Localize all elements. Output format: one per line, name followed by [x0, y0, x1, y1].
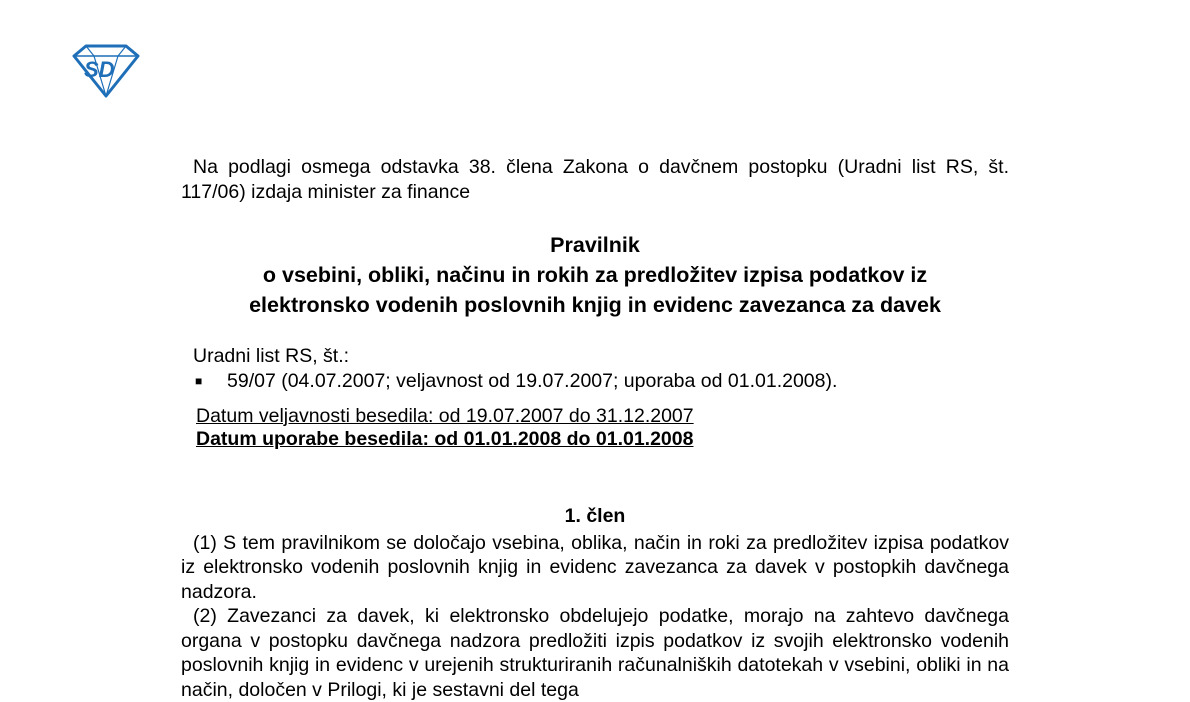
article-paragraph-1: (1) S tem pravilnikom se določajo vsebina, oblika, način in roki za predložitev izpisa podatkov iz elektronsko vodenih poslovnih knjig in evidenc zavezanca za davek v postopkih davčnega nadzora.	[181, 531, 1009, 603]
article-paragraph-2: (2) Zavezanci za davek, ki elektronsko obdelujejo podatke, morajo na zahtevo davčnega organa v postopku davčnega nadzora predložiti izpis podatkov iz svojih elektronsko vodenih poslovnih knjig in evidenc v urejenih strukturiranih računalniških datotekah v vsebini, obliki in na način, določen v Prilogi, ki je sestavni del tega	[181, 605, 1009, 701]
title-line-3: elektronsko vodenih poslovnih knjig in evidenc zavezanca za davek	[249, 293, 941, 317]
validity-date: Datum veljavnosti besedila: od 19.07.2007 do 31.12.2007	[196, 405, 694, 427]
use-date: Datum uporabe besedila: od 01.01.2008 do 01.01.2008	[196, 427, 694, 450]
diamond-logo-icon	[72, 44, 140, 98]
article-1	[181, 504, 1009, 702]
gazette-list-item	[193, 369, 993, 394]
logo	[72, 44, 140, 98]
article-title: 1. člen	[564, 505, 626, 527]
gazette-item-text: 59/07 (04.07.2007; veljavnost od 19.07.2007; uporaba od 01.01.2008).	[227, 369, 838, 392]
logo-letters: SD	[84, 57, 115, 82]
title-line-2: o vsebini, obliki, načinu in rokih za predložitev izpisa podatkov iz	[262, 263, 928, 287]
gazette-label: Uradni list RS, št.:	[193, 345, 350, 367]
intro-paragraph: Na podlagi osmega odstavka 38. člena Zakona o davčnem postopku (Uradni list RS, št. 117/06) izdaja minister za finance	[181, 156, 1009, 203]
gazette-block	[193, 344, 993, 393]
bullet-icon: ■	[195, 373, 203, 388]
dates-block	[196, 405, 1024, 450]
title-line-1: Pravilnik	[550, 233, 640, 257]
document-title	[181, 230, 1009, 320]
